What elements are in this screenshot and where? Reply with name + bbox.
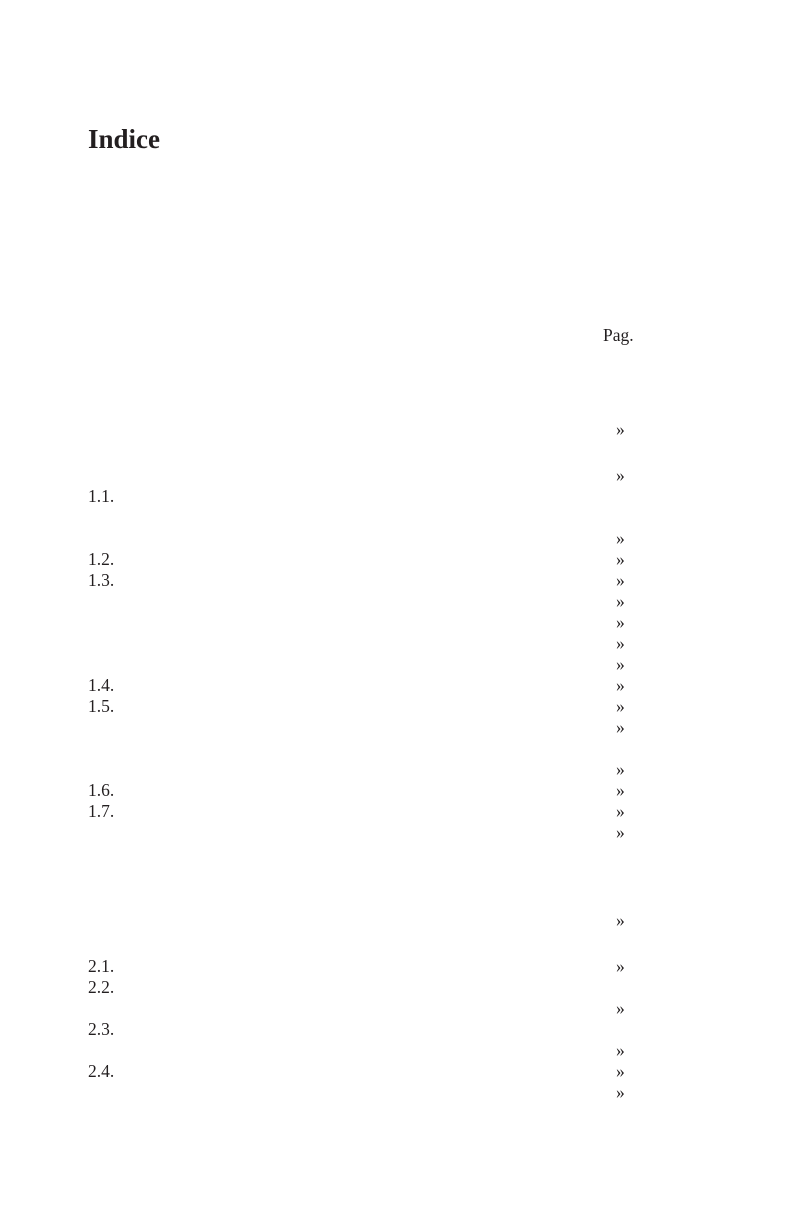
page-prefix: » — [616, 910, 625, 930]
page-prefix: » — [616, 1061, 625, 1081]
page-prefix: » — [616, 570, 625, 590]
section-number: 1.5. — [88, 696, 115, 716]
section-number: 1.6. — [88, 780, 115, 800]
page-title: Indice — [88, 124, 161, 154]
page-prefix: » — [616, 549, 625, 569]
page-prefix: » — [616, 717, 625, 737]
page-prefix: » — [616, 465, 625, 485]
page-prefix: » — [616, 591, 625, 611]
section-number: 1.2. — [88, 549, 115, 569]
page-prefix: » — [616, 675, 625, 695]
page-prefix: » — [616, 759, 625, 779]
page-prefix: » — [616, 998, 625, 1018]
page-prefix: » — [616, 696, 625, 716]
section-number: 1.1. — [88, 486, 115, 506]
page-prefix: » — [616, 528, 625, 548]
page-prefix: » — [616, 654, 625, 674]
section-number: 2.3. — [88, 1019, 115, 1039]
page-prefix: » — [616, 612, 625, 632]
section-number: 1.3. — [88, 570, 115, 590]
section-number: 2.1. — [88, 956, 115, 976]
section-number: 1.7. — [88, 801, 115, 821]
page-prefix: » — [616, 419, 625, 439]
page-prefix: » — [616, 1082, 625, 1102]
page-prefix: » — [616, 822, 625, 842]
page-prefix: » — [616, 956, 625, 976]
section-number: 2.2. — [88, 977, 115, 997]
page-prefix: Pag. — [603, 325, 634, 345]
page-prefix: » — [616, 801, 625, 821]
section-number: 2.4. — [88, 1061, 115, 1081]
page-prefix: » — [616, 1040, 625, 1060]
page-prefix: » — [616, 633, 625, 653]
page-prefix: » — [616, 780, 625, 800]
section-number: 1.4. — [88, 675, 115, 695]
